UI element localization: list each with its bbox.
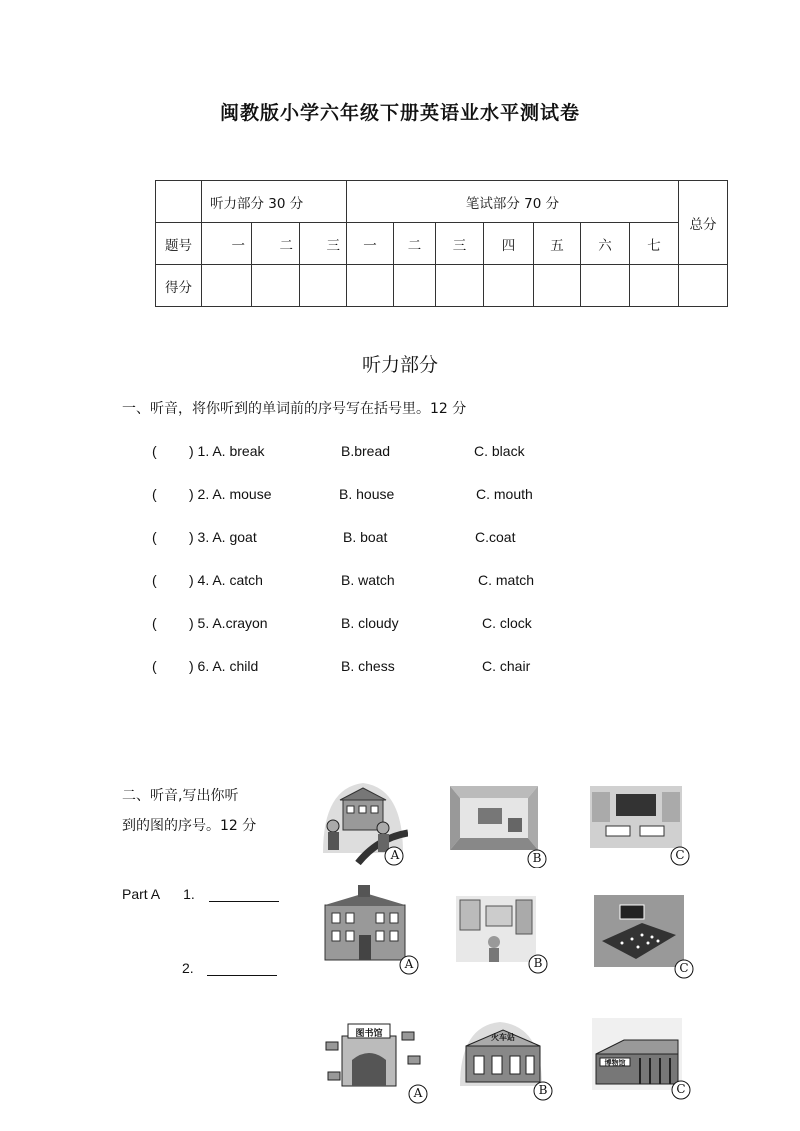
score-cell[interactable] [534,265,581,307]
station-sign: 火车站 [491,1033,515,1042]
option-a: ) 5. A.crayon [189,615,268,631]
option-c: C. clock [482,615,532,631]
option-label: B [532,851,542,865]
score-row-label: 得分 [156,265,202,307]
writing-q6: 六 [581,223,630,265]
option-c: C. mouth [476,486,533,502]
part-a-answer-1 [122,886,279,902]
part2-heading-line2: 到的图的序号。12 分 [122,818,257,834]
option-label: C [679,961,689,975]
total-score-cell[interactable] [679,265,728,307]
answer-1-number: 1. [183,886,195,902]
writing-q7: 七 [630,223,679,265]
picture-option[interactable] [448,888,552,976]
picture-option[interactable] [590,1014,696,1106]
picture-option[interactable] [586,782,696,868]
score-cell[interactable] [484,265,534,307]
picture-option[interactable] [448,778,554,868]
option-a: ) 3. A. goat [189,529,257,545]
listening-q1: 一 [202,223,252,265]
option-a: ) 4. A. catch [189,572,263,588]
option-label: C [676,1082,686,1096]
score-table [155,180,728,307]
option-a: ) 6. A. child [189,658,259,674]
option-b: B. watch [341,572,395,588]
answer-paren[interactable]: ( [152,658,157,674]
answer-1-blank[interactable] [209,887,279,902]
picture-option[interactable] [456,1016,556,1108]
listening-q2: 二 [252,223,300,265]
part2-heading-line1: 二、听音,写出你听 [122,788,239,804]
part2-heading [122,781,282,841]
part1-heading: 一、听音，将你听到的单词前的序号写在括号里。12 分 [122,401,467,417]
option-c: C. chair [482,658,531,674]
option-b: B.bread [341,443,391,459]
writing-q3: 三 [436,223,484,265]
score-cell[interactable] [436,265,484,307]
section-title: 听力部分 [361,354,438,376]
writing-q4: 四 [484,223,534,265]
page-title: 闽教版小学六年级下册英语业水平测试卷 [219,102,580,124]
answer-2-blank[interactable] [207,961,277,976]
option-a: ) 1. A. break [189,443,265,459]
option-label: B [533,956,543,970]
answer-2-number: 2. [182,960,194,976]
answer-paren[interactable]: ( [152,486,157,502]
museum-sign: 博物馆 [604,1059,626,1067]
score-cell[interactable] [394,265,436,307]
option-a: ) 2. A. mouse [189,486,272,502]
answer-paren[interactable]: ( [152,443,157,459]
score-cell[interactable] [300,265,347,307]
part-a-label: Part A [122,886,160,902]
score-cell[interactable] [630,265,679,307]
option-c: C.coat [475,529,516,545]
part-a-answer-2 [182,960,277,976]
listening-header: 听力部分 30 分 [202,181,347,223]
score-table-corner [156,181,202,223]
listening-q3: 三 [300,223,347,265]
writing-q5: 五 [534,223,581,265]
option-label: A [390,848,400,862]
option-c: C. match [478,572,535,588]
option-b: B. boat [343,529,388,545]
picture-option[interactable] [592,893,698,985]
option-label: B [538,1083,548,1097]
answer-paren[interactable]: ( [152,572,157,588]
library-sign: 图书馆 [355,1029,383,1039]
total-header: 总分 [679,181,728,265]
answer-paren[interactable]: ( [152,615,157,631]
option-label: A [404,957,414,971]
answer-paren[interactable]: ( [152,529,157,545]
writing-q1: 一 [347,223,394,265]
score-cell[interactable] [581,265,630,307]
picture-option[interactable] [322,1012,434,1110]
writing-header: 笔试部分 70 分 [347,181,679,223]
score-cell[interactable] [252,265,300,307]
writing-q2: 二 [394,223,436,265]
option-label: A [413,1086,423,1100]
score-cell[interactable] [347,265,394,307]
option-b: B. cloudy [341,615,399,631]
question-number-label: 题号 [156,223,202,265]
score-cell[interactable] [202,265,252,307]
option-b: B. chess [341,658,395,674]
picture-option[interactable] [320,885,420,977]
option-label: C [675,848,685,862]
option-c: C. black [474,443,525,459]
option-b: B. house [339,486,395,502]
picture-option[interactable] [318,778,408,866]
